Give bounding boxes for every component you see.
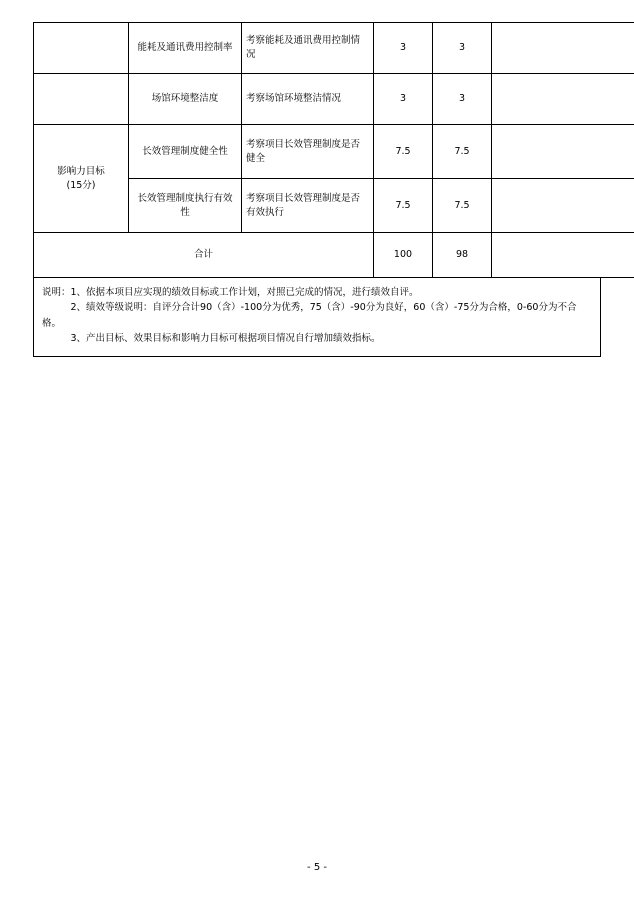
row-score-value: 7.5 — [433, 125, 492, 179]
row-target-value: 3 — [374, 74, 433, 125]
table-notes — [33, 278, 601, 357]
row-remark — [492, 125, 634, 179]
table-row — [34, 23, 634, 74]
page-number: - 5 - — [307, 862, 327, 873]
total-label: 合计 — [34, 233, 374, 278]
row-description: 考察项目长效管理制度是否健全 — [242, 125, 374, 179]
table-row — [34, 74, 634, 125]
category-label: 影响力目标 — [57, 165, 105, 177]
row-indicator: 场馆环境整洁度 — [129, 74, 242, 125]
row-score-value: 3 — [433, 23, 492, 74]
row-description: 考察场馆环境整洁情况 — [242, 74, 374, 125]
note-line-1: 说明：1、依据本项目应实现的绩效目标或工作计划，对照已完成的情况，进行绩效自评。 — [42, 287, 419, 298]
table-row — [34, 125, 634, 179]
row-remark — [492, 179, 634, 233]
total-target-value: 100 — [374, 233, 433, 278]
note-line-3: 3、产出目标、效果目标和影响力目标可根据项目情况自行增加绩效指标。 — [42, 333, 381, 345]
row-score-value: 7.5 — [433, 179, 492, 233]
row-indicator: 长效管理制度健全性 — [129, 125, 242, 179]
performance-table — [33, 22, 634, 278]
row-indicator: 能耗及通讯费用控制率 — [129, 23, 242, 74]
row-description: 考察能耗及通讯费用控制情况 — [242, 23, 374, 74]
row-category — [34, 74, 129, 125]
total-remark — [492, 233, 634, 278]
row-category-group — [34, 125, 129, 233]
row-target-value: 7.5 — [374, 125, 433, 179]
row-remark — [492, 23, 634, 74]
table-total-row — [34, 233, 634, 278]
performance-table-wrapper — [33, 22, 601, 357]
row-remark — [492, 74, 634, 125]
row-target-value: 7.5 — [374, 179, 433, 233]
total-score-value: 98 — [433, 233, 492, 278]
row-category — [34, 23, 129, 74]
row-indicator: 长效管理制度执行有效性 — [129, 179, 242, 233]
category-sublabel: (15分) — [66, 179, 96, 191]
row-target-value: 3 — [374, 23, 433, 74]
row-description: 考察项目长效管理制度是否有效执行 — [242, 179, 374, 233]
row-score-value: 3 — [433, 74, 492, 125]
note-line-2: 2、绩效等级说明：自评分合计90（含）-100分为优秀，75（含）-90分为良好，60（含）-75分为合格，0-60分为不合格。 — [42, 302, 577, 329]
